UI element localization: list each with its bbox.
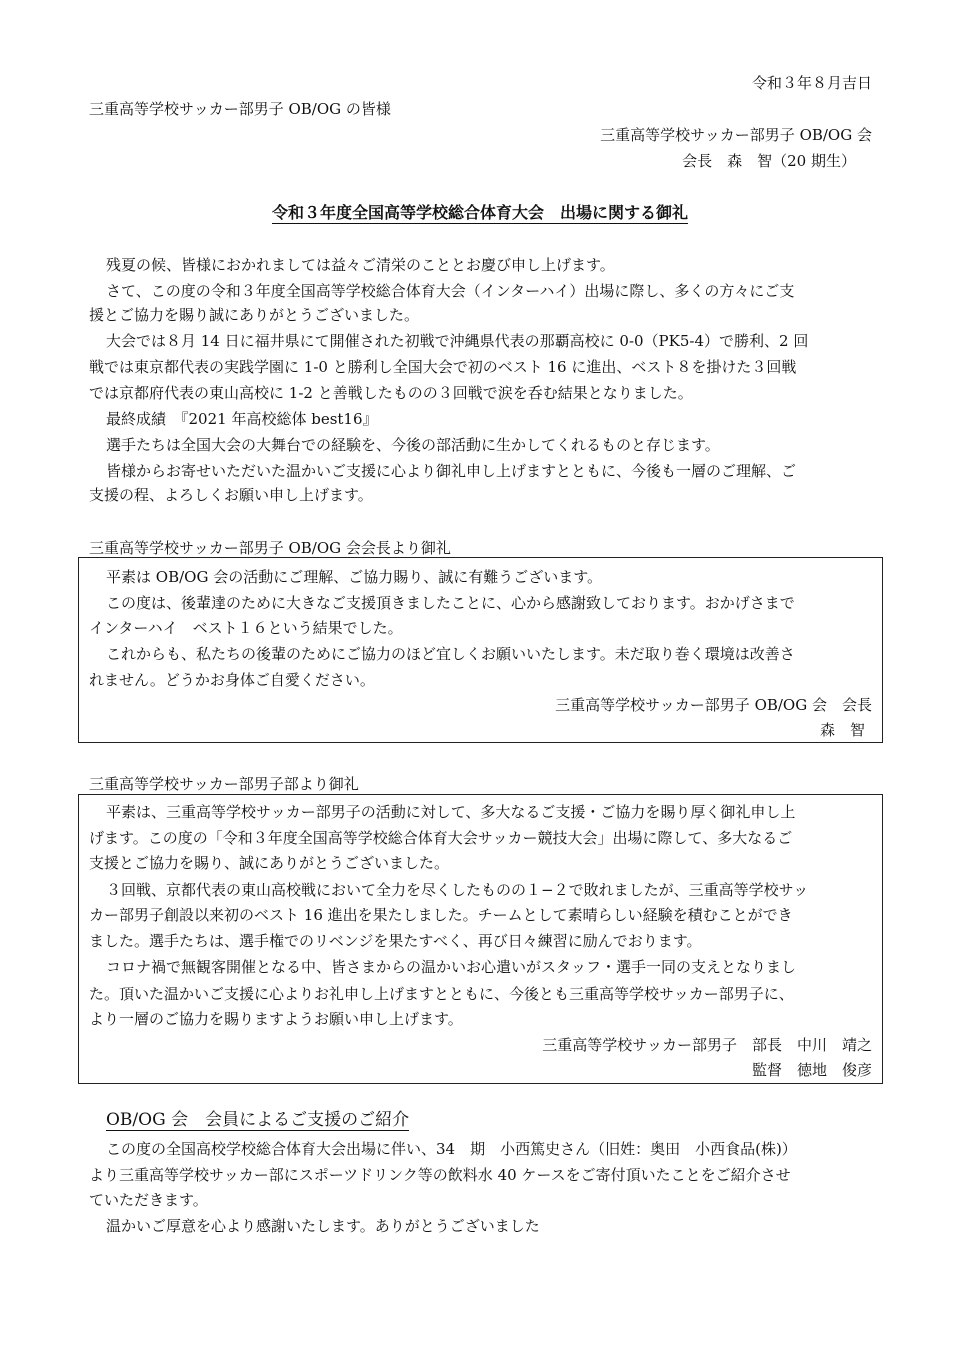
document-title xyxy=(0,200,960,223)
document-date: 令和３年８月吉日 xyxy=(751,74,872,92)
body-paragraph: では京都府代表の東山高校に 1-2 と善戦したものの３回戦で涙を呑む結果となりました。 xyxy=(89,384,693,402)
section1-line: 平素は OB/OG 会の活動にご理解、ご協力賜り、誠に有難うございます。 xyxy=(106,568,602,586)
section3-heading xyxy=(106,1109,409,1131)
section1-line: インターハイ ベスト１６という結果でした。 xyxy=(89,619,403,637)
addressee: 三重高等学校サッカー部男子 OB/OG の皆様 xyxy=(89,100,391,118)
body-paragraph: 残夏の候、皆様におかれましては益々ご清栄のこととお慶び申し上げます。 xyxy=(106,256,615,274)
section2-line: ３回戦、京都代表の東山高校戦において全力を尽くしたものの１−２で敗れましたが、三重高等学校サッ xyxy=(106,881,809,899)
body-paragraph: さて、この度の令和３年度全国高等学校総合体育大会（インターハイ）出場に際し、多くの方々にご支 xyxy=(106,282,795,300)
section2-line: げます。この度の「令和３年度全国高等学校総合体育大会サッカー競技大会」出場に際して、多大なるご xyxy=(89,829,793,847)
sender-name: 会長 森 智（20 期生） xyxy=(682,152,856,170)
section1-signature: 三重高等学校サッカー部男子 OB/OG 会 会長 xyxy=(555,696,872,714)
section3-line: この度の全国高校学校総合体育大会出場に伴い、34 期 小西篤史さん（旧姓：奥田 小西食品(株)） xyxy=(106,1140,797,1158)
body-paragraph: 大会では８月 14 日に福井県にて開催された初戦で沖縄県代表の那覇高校に 0-0（PK5-4）で勝利、2 回 xyxy=(106,332,809,350)
section3-line: より三重高等学校サッカー部にスポーツドリンク等の飲料水 40 ケースをご寄付頂いたことをご紹介させ xyxy=(89,1166,791,1184)
section2-line: 支援とご協力を賜り、誠にありがとうございました。 xyxy=(89,854,450,872)
section3-line: ていただきます。 xyxy=(89,1191,208,1209)
body-paragraph: 戦では東京都代表の実践学園に 1-0 と勝利し全国大会で初のベスト 16 に進出、ベスト８を掛けた３回戦 xyxy=(89,358,797,376)
sender-organization: 三重高等学校サッカー部男子 OB/OG 会 xyxy=(600,126,872,144)
final-result: 最終成績 『2021 年高校総体 best16』 xyxy=(106,410,378,428)
document-title-text: 令和３年度全国高等学校総合体育大会 出場に関する御礼 xyxy=(271,203,688,222)
section2-line: た。頂いた温かいご支援に心よりお礼申し上げますとともに、今後とも三重高等学校サッカー部男子に、 xyxy=(89,985,794,1003)
section1-line: この度は、後輩達のために大きなご支援頂きましたことに、心から感謝致しております。おかげさまで xyxy=(106,594,795,612)
body-paragraph: 選手たちは全国大会の大舞台での経験を、今後の部活動に生かしてくれるものと存じます。 xyxy=(106,436,720,454)
body-paragraph: 支援の程、よろしくお願い申し上げます。 xyxy=(89,486,373,504)
section2-heading: 三重高等学校サッカー部男子部より御礼 xyxy=(89,775,359,793)
section1-line: れません。どうかお身体ご自愛ください。 xyxy=(89,671,375,689)
body-paragraph: 皆様からお寄せいただいた温かいご支援に心より御礼申し上げますとともに、今後も一層のご理解、ご xyxy=(106,462,797,480)
section2-line: コロナ禍で無観客開催となる中、皆さまからの温かいお心遣いがスタッフ・選手一同の支えとなりまし xyxy=(106,958,797,976)
body-paragraph: 援とご協力を賜り誠にありがとうございました。 xyxy=(89,306,420,324)
section2-line: カー部男子創設以来初のベスト 16 進出を果たしました。チームとして素晴らしい経験を積むことができ xyxy=(89,906,793,924)
section1-signature-name: 森 智 xyxy=(819,721,865,739)
section2-line: ました。選手たちは、選手権でのリベンジを果たすべく、再び日々練習に励んでおります。 xyxy=(89,932,702,950)
section2-line: 平素は、三重高等学校サッカー部男子の活動に対して、多大なるご支援・ご協力を賜り厚く御礼申し上 xyxy=(106,803,796,821)
section3-line: 温かいご厚意を心より感謝いたします。ありがとうございました xyxy=(106,1217,540,1235)
section1-heading: 三重高等学校サッカー部男子 OB/OG 会会長より御礼 xyxy=(89,539,451,557)
section2-signature: 三重高等学校サッカー部男子 部長 中川 靖之 xyxy=(542,1036,872,1054)
section1-line: これからも、私たちの後輩のためにご協力のほど宜しくお願いいたします。未だ取り巻く環境は改善さ xyxy=(106,645,795,663)
section2-line: より一層のご協力を賜りますようお願い申し上げます。 xyxy=(89,1010,463,1028)
section2-signature-coach: 監督 徳地 俊彦 xyxy=(751,1061,872,1079)
section3-heading-text: OB/OG 会 会員によるご支援のご紹介 xyxy=(106,1110,410,1130)
